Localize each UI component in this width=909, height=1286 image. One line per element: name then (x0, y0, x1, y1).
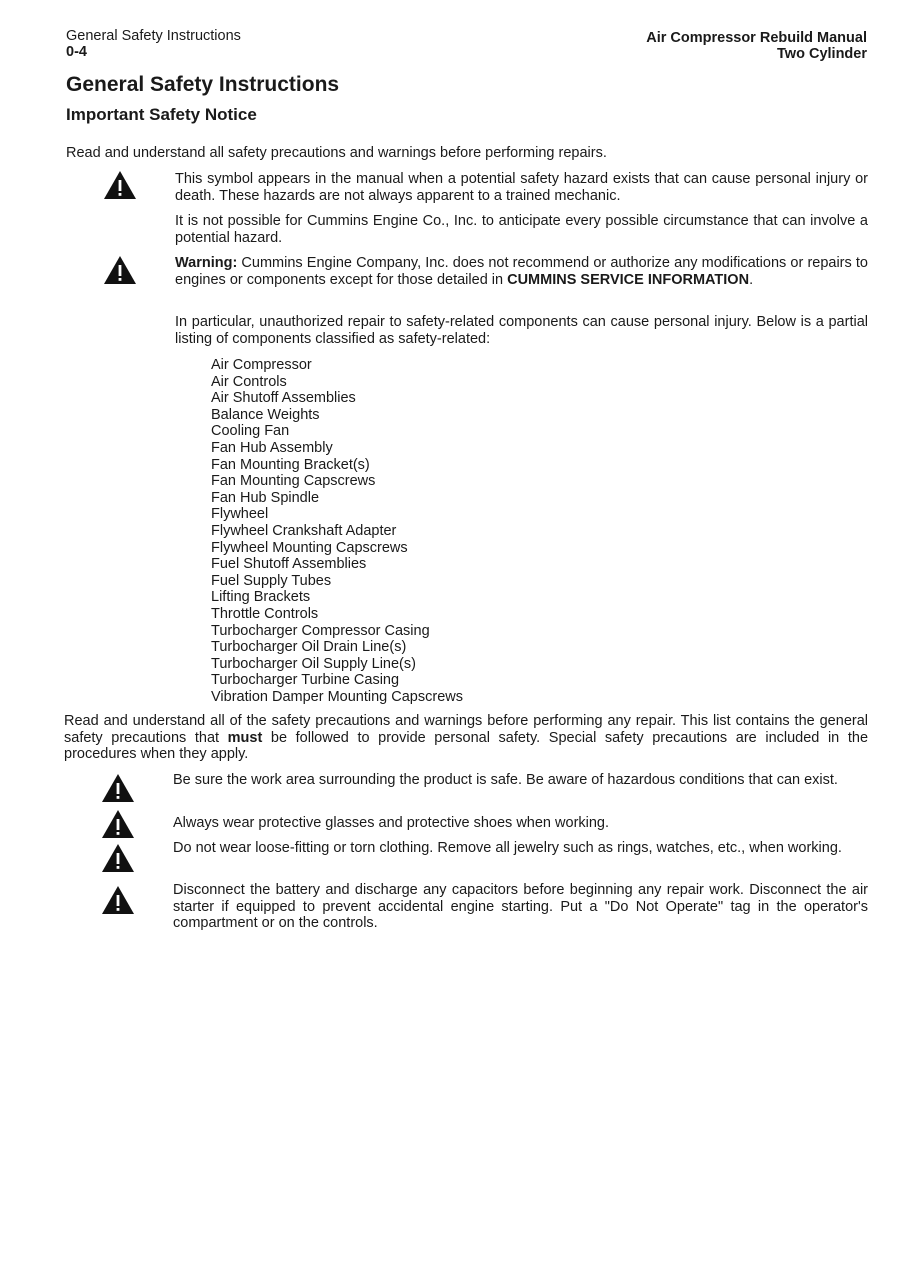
precaution-item: Do not wear loose-fitting or torn clothing. Remove all jewelry such as rings, watches, etc., when working. (173, 840, 842, 856)
precaution-item: Be sure the work area surrounding the product is safe. Be aware of hazardous conditions that can exist. (173, 772, 838, 788)
list-item: Cooling Fan (211, 423, 290, 440)
general-notice-before: Read and understand all of the safety precautions and warnings before performing any repair. This list contains the general safety precautions that (64, 713, 868, 746)
manual-subtitle: Two Cylinder (777, 46, 867, 62)
warning-emphasis: CUMMINS SERVICE INFORMATION (507, 271, 750, 288)
precaution-item: Disconnect the battery and discharge any capacitors before beginning any repair work. Disconnect the air starter if equipped to prevent accidental engine starting. Put a "Do Not Operate" tag in the operator's compartment or on the controls. (173, 882, 868, 931)
list-item: Fan Mounting Capscrews (211, 473, 376, 490)
warning-triangle-icon (103, 255, 137, 285)
list-item: Turbocharger Turbine Casing (211, 672, 400, 689)
list-item: Air Shutoff Assemblies (211, 390, 356, 407)
list-item: Flywheel Mounting Capscrews (211, 539, 408, 556)
list-item: Air Controls (211, 373, 287, 390)
warning-label: Warning: (175, 255, 238, 271)
general-notice (64, 713, 868, 763)
warning-triangle-icon (101, 773, 135, 803)
list-item: Fan Hub Spindle (211, 489, 320, 506)
general-notice-after: be followed to provide personal safety. Special safety precautions are included in the procedures when they apply. (64, 729, 869, 762)
list-item: Throttle Controls (211, 605, 319, 622)
running-header-left (66, 28, 241, 60)
intro-paragraph: Read and understand all safety precautions and warnings before performing repairs. (66, 145, 607, 161)
warning-triangle-icon (103, 170, 137, 200)
list-item: Lifting Brackets (211, 589, 311, 606)
warning-text: Cummins Engine Company, Inc. does not recommend or authorize any modifications or repairs to engines or components except for those detailed in (175, 255, 868, 288)
warning-triangle-icon (101, 809, 135, 839)
header-section: General Safety Instructions (66, 28, 241, 44)
list-item: Fuel Supply Tubes (211, 572, 332, 589)
list-item: Fan Mounting Bracket(s) (211, 456, 370, 473)
running-header-right (646, 30, 867, 62)
list-item: Fuel Shutoff Assemblies (211, 556, 367, 573)
warning-triangle-icon (101, 843, 135, 873)
warning-end: . (749, 271, 754, 288)
list-item: Balance Weights (211, 406, 320, 423)
list-item: Air Compressor (211, 357, 312, 373)
symbol-notice: This symbol appears in the manual when a potential safety hazard exists that can cause personal injury or death. These hazards are not always apparent to a trained mechanic. (175, 171, 868, 204)
page-number: 0-4 (66, 44, 87, 60)
warning-triangle-icon (101, 885, 135, 915)
list-item: Turbocharger Oil Drain Line(s) (211, 639, 407, 656)
list-item: Fan Hub Assembly (211, 439, 333, 456)
components-intro: In particular, unauthorized repair to safety-related components can cause personal injury. Below is a partial listing of components classified as safety-related: (175, 314, 868, 347)
page-subtitle: Important Safety Notice (66, 105, 257, 124)
safety-component-list (211, 357, 463, 705)
page-title: General Safety Instructions (66, 73, 340, 96)
manual-title: Air Compressor Rebuild Manual (646, 30, 867, 46)
list-item: Vibration Damper Mounting Capscrews (211, 688, 463, 705)
precaution-item: Always wear protective glasses and protective shoes when working. (173, 815, 610, 831)
list-item: Flywheel (211, 506, 269, 523)
list-item: Turbocharger Compressor Casing (211, 622, 430, 639)
general-notice-emphasis: must (227, 729, 263, 746)
anticipate-notice: It is not possible for Cummins Engine Co., Inc. to anticipate every possible circumstance that can involve a potential hazard. (175, 213, 868, 246)
warning-paragraph (175, 255, 868, 288)
list-item: Flywheel Crankshaft Adapter (211, 522, 397, 539)
list-item: Turbocharger Oil Supply Line(s) (211, 655, 416, 672)
